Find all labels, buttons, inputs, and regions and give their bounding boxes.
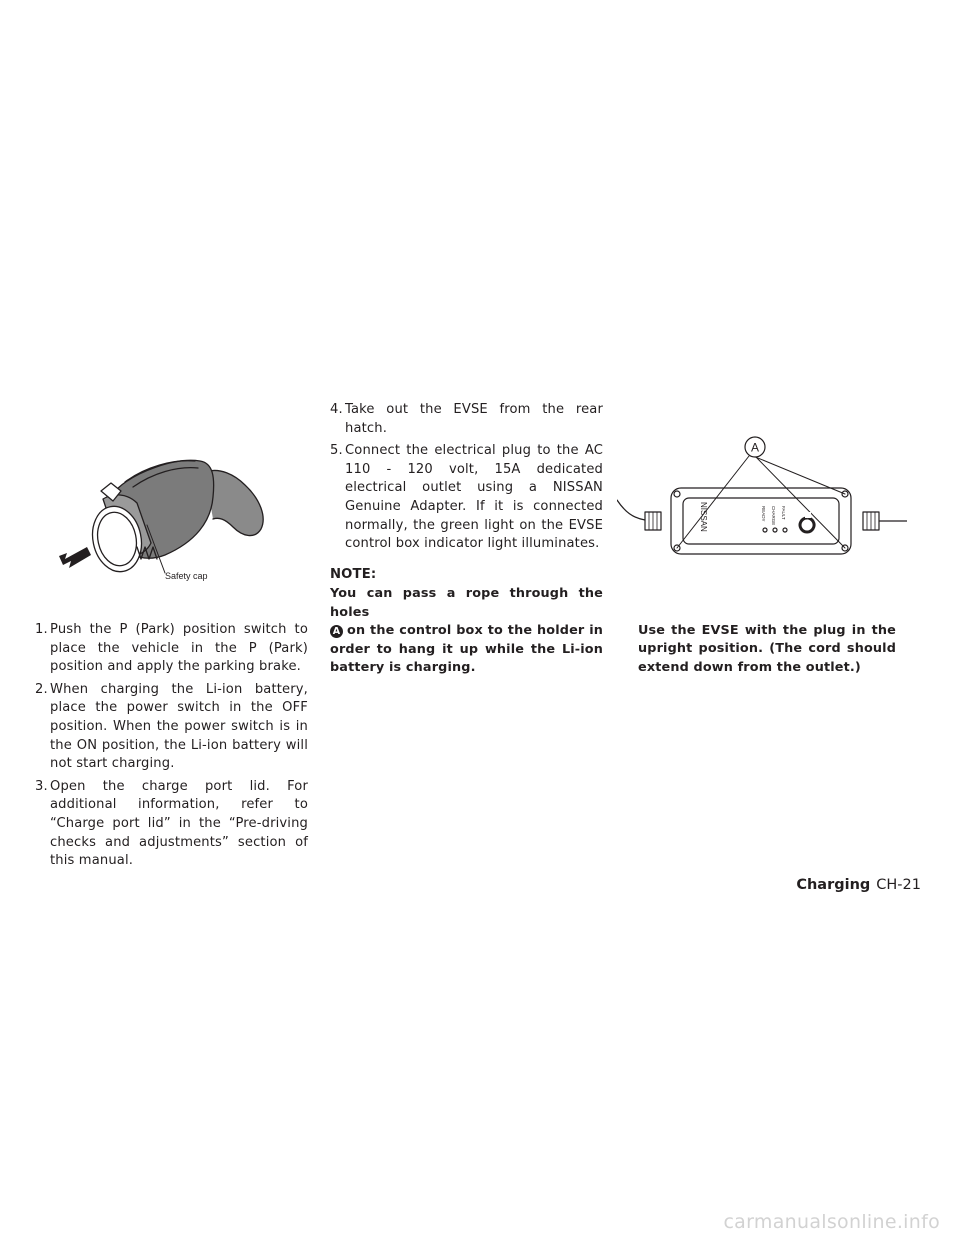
step-item: [35, 778, 308, 871]
step-item: [330, 401, 603, 438]
step-number: 5.: [330, 443, 343, 459]
step-number: 3.: [35, 778, 48, 794]
indicator-label-1: READY: [761, 506, 766, 522]
watermark: carmanualsonline.info: [723, 1211, 940, 1233]
evse-control-box-illustration: [617, 432, 907, 562]
step-number: 2.: [35, 681, 48, 697]
callout-a-label: A: [750, 440, 760, 455]
page-number: CH-21: [876, 877, 921, 893]
steps-list-1: [35, 621, 308, 871]
callout-a-marker: A: [330, 625, 343, 638]
evse-control-box-figure: [617, 432, 907, 562]
section-name: Charging: [796, 877, 871, 893]
note-body: [330, 585, 603, 677]
note-line-1: You can pass a rope through the holes: [330, 586, 603, 620]
indicator-label-2: CHARGE: [771, 506, 776, 526]
safety-cap-label: Safety cap: [165, 571, 208, 581]
page-footer: [796, 877, 921, 893]
step-text: Push the P (Park) position switch to place the vehicle in the P (Park) position and apply the parking brake.: [50, 622, 308, 675]
step-number: 4.: [330, 402, 343, 417]
note-rest: on the control box to the holder in order to hang it up while the Li-ion battery is charging.: [330, 623, 603, 675]
left-column: [35, 621, 308, 875]
charging-plug-figure: [55, 447, 295, 587]
evse-caption: Use the EVSE with the plug in the upright position. (The cord should extend down from the outlet.): [638, 623, 896, 675]
step-item: [330, 442, 603, 554]
steps-list-2: [330, 401, 603, 554]
note-heading: NOTE:: [330, 566, 377, 582]
step-text: When charging the Li-ion battery, place the power switch in the OFF position. When the power switch is in the ON position, the Li-ion battery will not start charging.: [50, 681, 308, 772]
right-column: [638, 622, 896, 677]
step-number: 1.: [35, 622, 48, 637]
middle-column: [330, 401, 603, 677]
step-item: [35, 681, 308, 774]
step-text: Take out the EVSE from the rear hatch.: [345, 402, 603, 436]
charging-plug-illustration: [55, 447, 295, 587]
evse-brand-text: NISSAN: [699, 502, 708, 532]
step-text: Open the charge port lid. For additional information, refer to “Charge port lid” in the “Pre-driving checks and adjustments” section of this manual.: [50, 778, 308, 869]
step-item: [35, 621, 308, 677]
step-text: Connect the electrical plug to the AC 110 - 120 volt, 15A dedicated electrical outlet using a NISSAN Genuine Adapter. If it is connected normally, the green light on the EVSE control box indicator light illuminates.: [345, 443, 603, 552]
indicator-label-3: FAULT: [781, 506, 786, 520]
